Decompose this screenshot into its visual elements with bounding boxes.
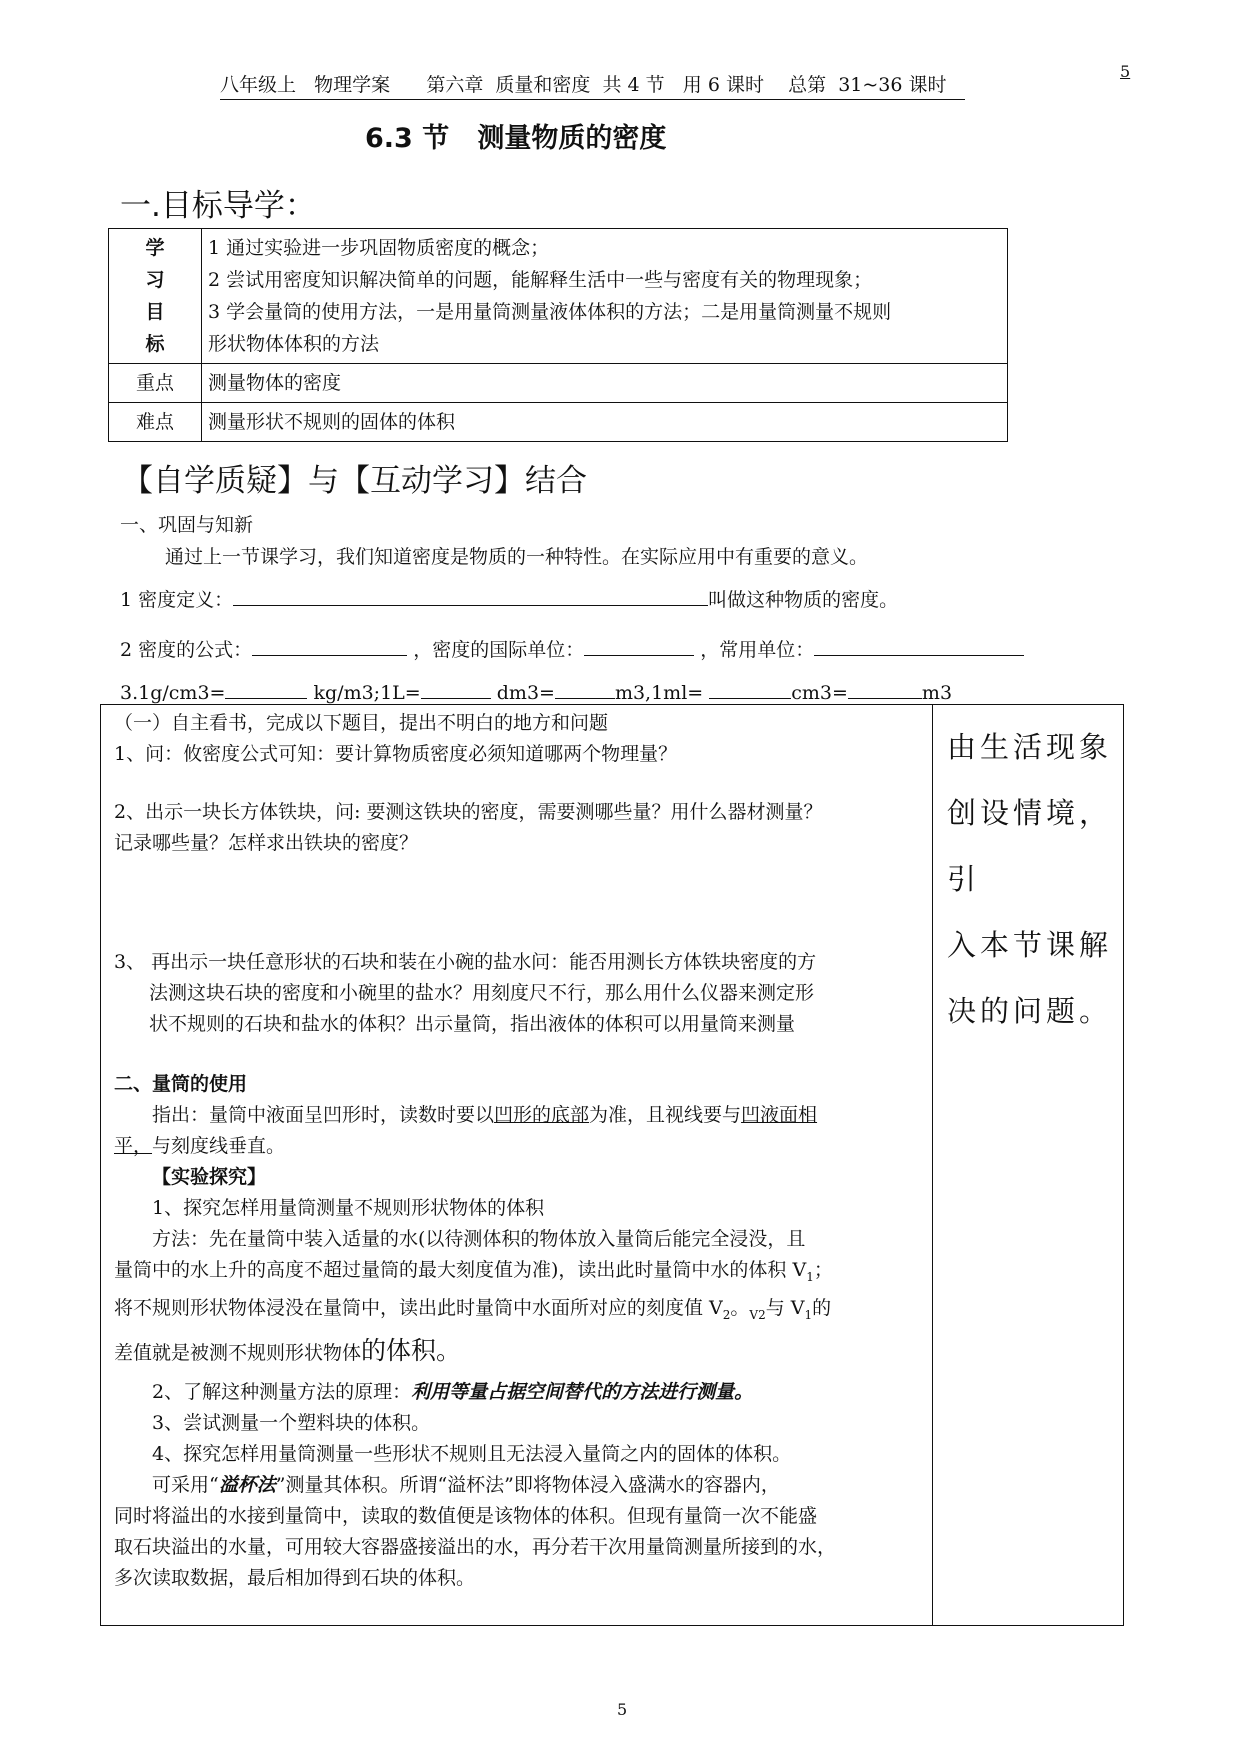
side-note-line: 创设情境，引: [947, 796, 1113, 896]
answer-blank[interactable]: [421, 676, 491, 699]
page-number-bottom: 5: [617, 1700, 628, 1719]
difficult-label: 难点: [109, 403, 202, 442]
answer-blank[interactable]: [252, 633, 407, 656]
emphasis: 溢杯法: [218, 1473, 276, 1496]
head-char: 目: [145, 301, 165, 323]
reading-rule: [114, 1100, 926, 1131]
column-divider: [932, 704, 933, 1626]
method-a: 方法：先在量筒中装入适量的水(以待测体积的物体放入量筒后能完全浸没，且: [152, 1228, 806, 1250]
question-density-formula: [120, 633, 1024, 665]
key-text: 测量物体的密度: [202, 364, 1008, 403]
text-span: 与 V: [765, 1296, 805, 1319]
text-span: 与刻度线垂直。: [152, 1135, 286, 1157]
underlined-term: 凹液面相: [741, 1104, 818, 1126]
q3-label: m3,1ml=: [614, 682, 704, 704]
text-span: 可采用“: [152, 1473, 219, 1496]
q3-label: kg/m3;1L=: [313, 682, 421, 704]
q2-label: 2 密度的公式：: [120, 639, 253, 661]
step-2: [114, 1377, 926, 1408]
q3-label: 3.1g/cm3=: [120, 682, 226, 704]
underlined-term: 平，: [114, 1135, 153, 1157]
q1-prefix: 1 密度定义：: [120, 589, 234, 611]
answer-blank[interactable]: [848, 676, 922, 699]
text-span: 。: [730, 1296, 750, 1319]
text-span: 的: [812, 1296, 832, 1319]
heading-cylinder-use: 二、量筒的使用: [114, 1073, 248, 1095]
head-char: 标: [145, 333, 165, 355]
question-2b: 记录哪些量？怎样求出铁块的密度？: [114, 832, 419, 854]
goal-item: 2 尝试用密度知识解决简单的问题，能解释生活中一些与密度有关的物理现象；: [208, 269, 873, 291]
subscript: 1: [804, 1307, 813, 1322]
side-note-line: 由生活现象: [947, 730, 1113, 764]
page-header: 八年级上 物理学案 第六章 质量和密度 共 4 节 用 6 课时 总第 31~36 课时: [220, 70, 965, 100]
para: （一）自主看书，完成以下题目，提出不明白的地方和问题: [114, 712, 609, 734]
side-note-line: 入本节课解: [947, 928, 1113, 962]
review-intro: 通过上一节课学习，我们知道密度是物质的一种特性。在实际应用中有重要的意义。: [165, 546, 869, 568]
text-span: 2、了解这种测量方法的原理：: [152, 1380, 412, 1403]
question-3a: 3、 再出示一块任意形状的石块和装在小碗的盐水问：能否用测长方体铁块密度的方: [114, 951, 817, 973]
q3-label: dm3=: [496, 682, 555, 704]
side-note-line: 决的问题。: [947, 994, 1113, 1028]
answer-blank[interactable]: [233, 583, 708, 606]
goal-item: 3 学会量筒的使用方法，一是用量筒测量液体体积的方法；二是用量筒测量不规则: [208, 301, 892, 323]
text-span: ”测量其体积。所谓“溢杯法”即将物体浸入盛满水的容器内，: [275, 1473, 780, 1496]
goal-item: 1 通过实验进一步巩固物质密度的概念；: [208, 237, 550, 259]
question-1: 1、问：攸密度公式可知：要计算物质密度必须知道哪两个物理量？: [114, 743, 678, 765]
q2-label: ，密度的国际单位：: [413, 639, 585, 661]
method-c: [114, 1293, 926, 1331]
step-3: 3、尝试测量一个塑料块的体积。: [152, 1411, 431, 1434]
text-span: 指出：量筒中液面呈凹形时，读数时要以: [152, 1104, 495, 1126]
subscript: 1: [806, 1269, 814, 1284]
q1-suffix: 叫做这种物质的密度。: [708, 589, 899, 611]
text-span: 量筒中的水上升的高度不超过量筒的最大刻度值为准)，读出此时量筒中水的体积 V: [114, 1259, 807, 1281]
answer-blank[interactable]: [709, 676, 791, 699]
step-4: 4、探究怎样用量筒测量一些形状不规则且无法浸入量筒之内的固体的体积。: [152, 1442, 792, 1465]
text-span: 的体积。: [361, 1335, 462, 1365]
head-char: 习: [145, 269, 165, 291]
head-char: 学: [145, 237, 165, 259]
text-span: ；: [813, 1259, 833, 1281]
goals-head: [109, 229, 202, 364]
key-label: 重点: [109, 364, 202, 403]
overflow-method-cont: 取石块溢出的水量，可用较大容器盛接溢出的水，再分若干次用量筒测量所接到的水，: [114, 1535, 837, 1558]
emphasis: 利用等量占据空间替代的方法进行测量。: [411, 1380, 754, 1403]
heading-experiment: 【实验探究】: [152, 1166, 267, 1188]
question-3c: 状不规则的石块和盐水的体积？出示量筒，指出液体的体积可以用量筒来测量: [149, 1013, 796, 1035]
method-b: [114, 1255, 926, 1293]
overflow-method-cont: 同时将溢出的水接到量筒中，读取的数值便是该物体的体积。但现有量筒一次不能盛: [114, 1504, 818, 1527]
text-span: 差值就是被测不规则形状物体: [114, 1341, 362, 1364]
question-density-definition: [120, 583, 898, 615]
method-d: [114, 1331, 926, 1373]
answer-blank[interactable]: [814, 633, 1024, 656]
underlined-term: 凹形的底部: [494, 1104, 590, 1126]
goals-table: [108, 228, 1008, 442]
goals-list: [202, 229, 1008, 364]
q3-label: m3: [921, 682, 953, 704]
page-number-top: 5: [1120, 62, 1131, 81]
review-heading: 一、巩固与知新: [120, 514, 254, 536]
step-1: 1、探究怎样用量筒测量不规则形状物体的体积: [152, 1197, 545, 1219]
overflow-method: [114, 1470, 926, 1501]
side-note: [947, 714, 1117, 1044]
answer-blank[interactable]: [555, 676, 615, 699]
goal-item: 形状物体体积的方法: [208, 333, 380, 355]
section-heading-goals: 一.目标导学：: [120, 188, 316, 224]
section-heading-study: 【自学质疑】与【互动学习】结合: [122, 463, 587, 499]
reading-rule-cont: [114, 1131, 926, 1162]
answer-blank[interactable]: [225, 676, 307, 699]
subscript: V2: [749, 1307, 766, 1322]
difficult-text: 测量形状不规则的固体的体积: [202, 403, 1008, 442]
text-span: 为准，且视线要与: [589, 1104, 742, 1126]
q3-label: cm3=: [791, 682, 848, 704]
question-2a: 2、出示一块长方体铁块，问: 要测这铁块的密度，需要测哪些量？用什么器材测量？: [114, 801, 823, 823]
answer-blank[interactable]: [584, 633, 694, 656]
question-3b: 法测这块石块的密度和小碗里的盐水？用刻度尺不行，那么用什么仪器来测定形: [149, 982, 815, 1004]
activity-content: [114, 708, 926, 1594]
overflow-method-cont: 多次读取数据，最后相加得到石块的体积。: [114, 1566, 476, 1589]
q2-label: ，常用单位：: [700, 639, 815, 661]
subscript: 2: [722, 1307, 731, 1322]
lesson-title: 6.3 节 测量物质的密度: [365, 123, 667, 154]
text-span: 将不规则形状物体浸没在量筒中，读出此时量筒中水面所对应的刻度值 V: [114, 1296, 723, 1319]
